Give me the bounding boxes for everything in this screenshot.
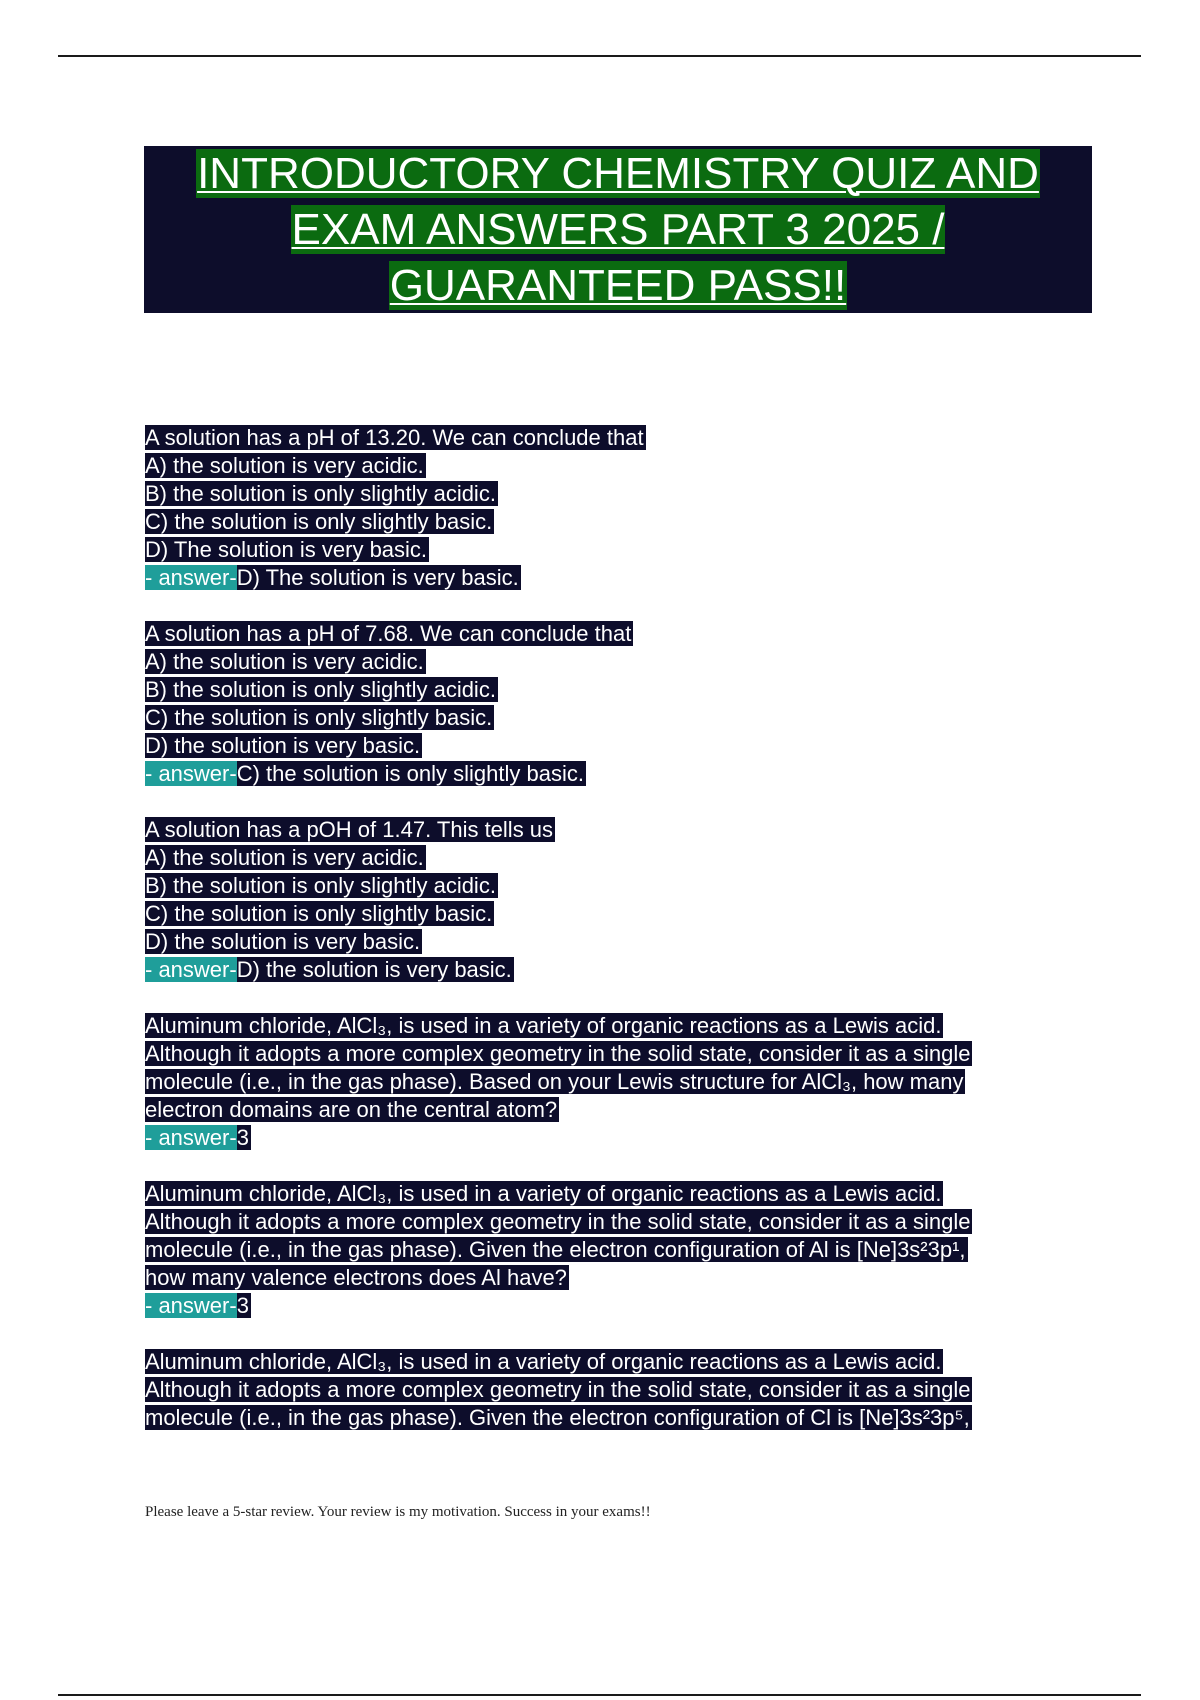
question-line: molecule (i.e., in the gas phase). Given the electron configuration of Al is [Ne]3s²3p¹, <box>145 1237 966 1262</box>
question-block <box>145 620 1065 788</box>
question-text: A solution has a pOH of 1.47. This tells us <box>145 817 554 842</box>
answer-text: C) the solution is only slightly basic. <box>236 761 584 786</box>
question-block <box>145 1012 1065 1152</box>
question-block <box>145 816 1065 984</box>
question-line: Aluminum chloride, AlCl₃, is used in a variety of organic reactions as a Lewis acid. <box>145 1013 942 1038</box>
answer-text: D) The solution is very basic. <box>236 565 519 590</box>
question-line: Although it adopts a more complex geometry in the solid state, consider it as a single <box>145 1209 971 1234</box>
question-block <box>145 424 1065 592</box>
option-a: A) the solution is very acidic. <box>145 649 424 674</box>
option-d: D) the solution is very basic. <box>145 733 421 758</box>
option-b: B) the solution is only slightly acidic. <box>145 677 496 702</box>
title-line-2: EXAM ANSWERS PART 3 2025 / <box>291 205 945 254</box>
question-line: molecule (i.e., in the gas phase). Given the electron configuration of Cl is [Ne]3s²3p⁵, <box>145 1405 970 1430</box>
answer-label: - answer- <box>145 565 237 590</box>
option-c: C) the solution is only slightly basic. <box>145 901 493 926</box>
question-line: Aluminum chloride, AlCl₃, is used in a variety of organic reactions as a Lewis acid. <box>145 1181 942 1206</box>
option-b: B) the solution is only slightly acidic. <box>145 481 496 506</box>
answer-label: - answer- <box>145 1293 237 1318</box>
option-d: D) The solution is very basic. <box>145 537 428 562</box>
question-line: electron domains are on the central atom? <box>145 1097 558 1122</box>
option-d: D) the solution is very basic. <box>145 929 421 954</box>
question-line: Although it adopts a more complex geometry in the solid state, consider it as a single <box>145 1377 971 1402</box>
option-c: C) the solution is only slightly basic. <box>145 509 493 534</box>
title-line-1: INTRODUCTORY CHEMISTRY QUIZ AND <box>197 149 1039 198</box>
option-b: B) the solution is only slightly acidic. <box>145 873 496 898</box>
question-line: molecule (i.e., in the gas phase). Based on your Lewis structure for AlCl₃, how many <box>145 1069 964 1094</box>
question-block <box>145 1348 1065 1432</box>
answer-label: - answer- <box>145 1125 237 1150</box>
title-banner <box>144 146 1092 313</box>
answer-text: 3 <box>236 1293 249 1318</box>
answer-label: - answer- <box>145 761 237 786</box>
question-block <box>145 1180 1065 1320</box>
question-text: A solution has a pH of 13.20. We can conclude that <box>145 425 644 450</box>
option-c: C) the solution is only slightly basic. <box>145 705 493 730</box>
option-a: A) the solution is very acidic. <box>145 845 424 870</box>
title-line-3: GUARANTEED PASS!! <box>389 261 847 310</box>
question-text: A solution has a pH of 7.68. We can conclude that <box>145 621 632 646</box>
question-line: how many valence electrons does Al have? <box>145 1265 567 1290</box>
document-body <box>145 424 1065 1460</box>
footer-note: Please leave a 5-star review. Your review is my motivation. Success in your exams!! <box>145 1504 651 1520</box>
question-line: Although it adopts a more complex geometry in the solid state, consider it as a single <box>145 1041 971 1066</box>
question-line: Aluminum chloride, AlCl₃, is used in a variety of organic reactions as a Lewis acid. <box>145 1349 942 1374</box>
answer-text: D) the solution is very basic. <box>236 957 512 982</box>
answer-text: 3 <box>236 1125 249 1150</box>
answer-label: - answer- <box>145 957 237 982</box>
top-rule <box>58 55 1141 57</box>
bottom-rule <box>58 1694 1141 1696</box>
option-a: A) the solution is very acidic. <box>145 453 424 478</box>
